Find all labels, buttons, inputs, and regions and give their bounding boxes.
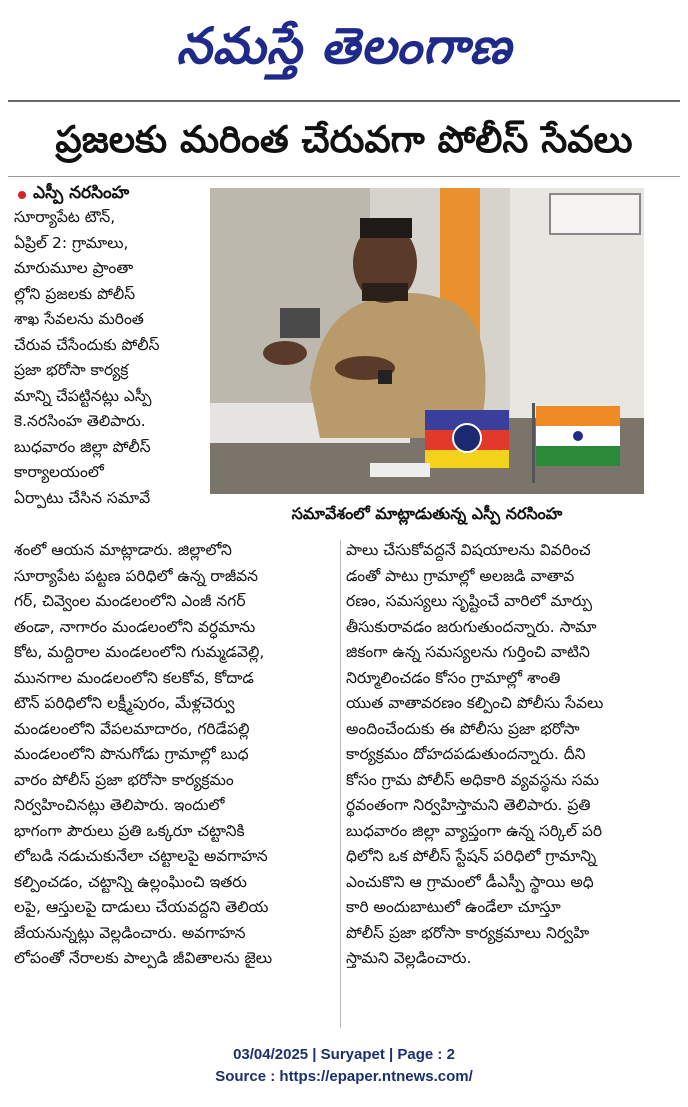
text-line: టౌన్ పరిధిలోని లక్ష్మీపురం, మేళ్లచెర్వు xyxy=(14,694,235,712)
text-line: అందించేందుకు ఈ పోలీసు ప్రజా భరోసా xyxy=(346,719,580,738)
text-line: ఏప్రిల్ 2: గ్రామాలు, xyxy=(14,233,129,252)
text-line: ప్రజా భరోసా కార్యక్ర xyxy=(14,361,129,379)
article-column-2 xyxy=(14,538,336,972)
text-line: స్తామని వెల్లడించారు. xyxy=(346,949,472,967)
text-line: కోట, మద్దిరాల మండలంలోని గుమ్మడవెల్లి, xyxy=(14,643,265,661)
text-line: కారి అందుబాటులో ఉండేలా చూస్తూ xyxy=(346,898,561,916)
text-line: ఎంచుకొని ఆ గ్రామంలో డీఎస్పీ స్థాయి అధి xyxy=(346,872,594,891)
text-line: మారుమూల ప్రాంతా xyxy=(14,259,134,277)
text-line: సూర్యాపేట టౌన్, xyxy=(14,208,116,226)
text-line: జేయనున్నట్లు వెల్లడించారు. అవగాహన xyxy=(14,923,246,942)
text-line: పోలీస్ ప్రజా భరోసా కార్యక్రమాలు నిర్వహి xyxy=(346,923,590,942)
page-footer xyxy=(0,1044,688,1088)
text-line: లపై, ఆస్తులపై దాడులు చేయవద్దని తెలియ xyxy=(14,898,269,916)
text-line: కల్పించడం, చట్టాన్ని ఉల్లంఘించి ఇతరు xyxy=(14,872,247,891)
text-line: ల్లోని ప్రజలకు పోలీస్ xyxy=(14,284,136,303)
text-line: పాలు చేసుకోవద్దనే విషయాలను వివరించ xyxy=(346,541,591,559)
footer-date-edition: 03/04/2025 | Suryapet | Page : 2 xyxy=(233,1046,455,1063)
text-line: ధిలోని ఒక పోలీస్ స్టేషన్ పరిధిలో గ్రామాన్ని xyxy=(346,847,597,865)
byline xyxy=(18,184,129,206)
text-line: మునగాల మండలంలోని కలకోవ, కోదాడ xyxy=(14,668,254,687)
text-line: నిర్మూలించడం కోసం గ్రామాల్లో శాంతి xyxy=(346,668,561,687)
text-line: ర్థవంతంగా నిర్వహిస్తామని తెలిపారు. ప్రతి xyxy=(346,796,591,814)
text-line: శాఖ సేవలను మరింత xyxy=(14,310,144,328)
photo-illustration xyxy=(210,188,644,494)
text-line: కార్యక్రమం దోహదపడుతుందన్నారు. దీని xyxy=(346,745,586,763)
text-line: బుధవారం జిల్లా వ్యాప్తంగా ఉన్న సర్కిల్ పరి xyxy=(346,821,603,840)
text-line: కె.నరసింహ తెలిపారు. xyxy=(14,412,146,430)
footer-source-link[interactable]: Source : https://epaper.ntnews.com/ xyxy=(215,1068,473,1085)
text-line: భాగంగా పౌరులు ప్రతి ఒక్కరూ చట్టానికి xyxy=(14,821,245,840)
headline-divider xyxy=(8,176,680,177)
text-line: వారం పోలీస్ ప్రజా భరోసా కార్యక్రమం xyxy=(14,770,234,789)
text-line: లోబడి నడుచుకునేలా చట్టాలపై అవగాహన xyxy=(14,847,268,865)
text-line: బుధవారం జిల్లా పోలీస్ xyxy=(14,437,151,456)
headline-block xyxy=(0,112,688,168)
masthead xyxy=(0,6,688,86)
text-line: చేరువ చేసేందుకు పోలీస్ xyxy=(14,335,160,354)
text-line: మాన్ని చేపట్టినట్లు ఎస్పీ xyxy=(14,386,152,405)
article-photo xyxy=(210,188,644,494)
photo-caption: సమావేశంలో మాట్లాడుతున్న ఎస్పీ నరసింహ xyxy=(291,504,563,523)
bullet-icon xyxy=(18,191,26,199)
article-column-1 xyxy=(14,205,200,511)
text-line: తీసుకురావడం జరుగుతుందన్నారు. సామా xyxy=(346,617,597,636)
text-line: గర్, చివ్వెంల మండలంలోని ఎంజీ నగర్ xyxy=(14,592,246,610)
text-line: జికంగా ఉన్న సమస్యలను గుర్తించి వాటిని xyxy=(346,643,590,661)
text-line: లోపంతో నేరాలకు పాల్పడి జీవితాలను జైలు xyxy=(14,949,273,967)
article-column-3 xyxy=(346,538,646,972)
text-line: కార్యాలయంలో xyxy=(14,463,104,481)
article-headline: ప్రజలకు మరింత చేరువగా పోలీస్ సేవలు xyxy=(55,118,633,161)
column-divider xyxy=(340,540,341,1028)
text-line: నిర్వహించినట్లు తెలిపారు. ఇందులో xyxy=(14,796,225,814)
byline-text: ఎస్పీ నరసింహ xyxy=(33,183,130,203)
text-line: తండా, నాగారం మండలంలోని వర్ధమాను xyxy=(14,617,256,636)
masthead-divider xyxy=(8,100,680,102)
text-line: సూర్యాపేట పట్టణ పరిధిలో ఉన్న రాజీవన xyxy=(14,566,259,585)
text-line: శంలో ఆయన మాట్లాడారు. జిల్లాలోని xyxy=(14,541,232,559)
text-line: కోసం గ్రామ పోలీస్ అధికారి వ్యవస్థను సమ xyxy=(346,770,599,789)
text-line: రణం, సమస్యలు సృష్టించే వారిలో మార్పు xyxy=(346,592,593,610)
text-line: ఏర్పాటు చేసిన సమావే xyxy=(14,488,151,507)
newspaper-title: నమస్తే తెలంగాణ xyxy=(176,17,512,75)
text-line: డంతో పాటు గ్రామాల్లో అలజడి వాతావ xyxy=(346,566,575,585)
text-line: మండలంలోని వేపలమాదారం, గరిడేపల్లి xyxy=(14,719,250,738)
text-line: మండలంలోని పొనుగోడు గ్రామాల్లో బుధ xyxy=(14,745,249,763)
text-line: యుత వాతావరణం కల్పించి పోలీసు సేవలు xyxy=(346,694,604,712)
